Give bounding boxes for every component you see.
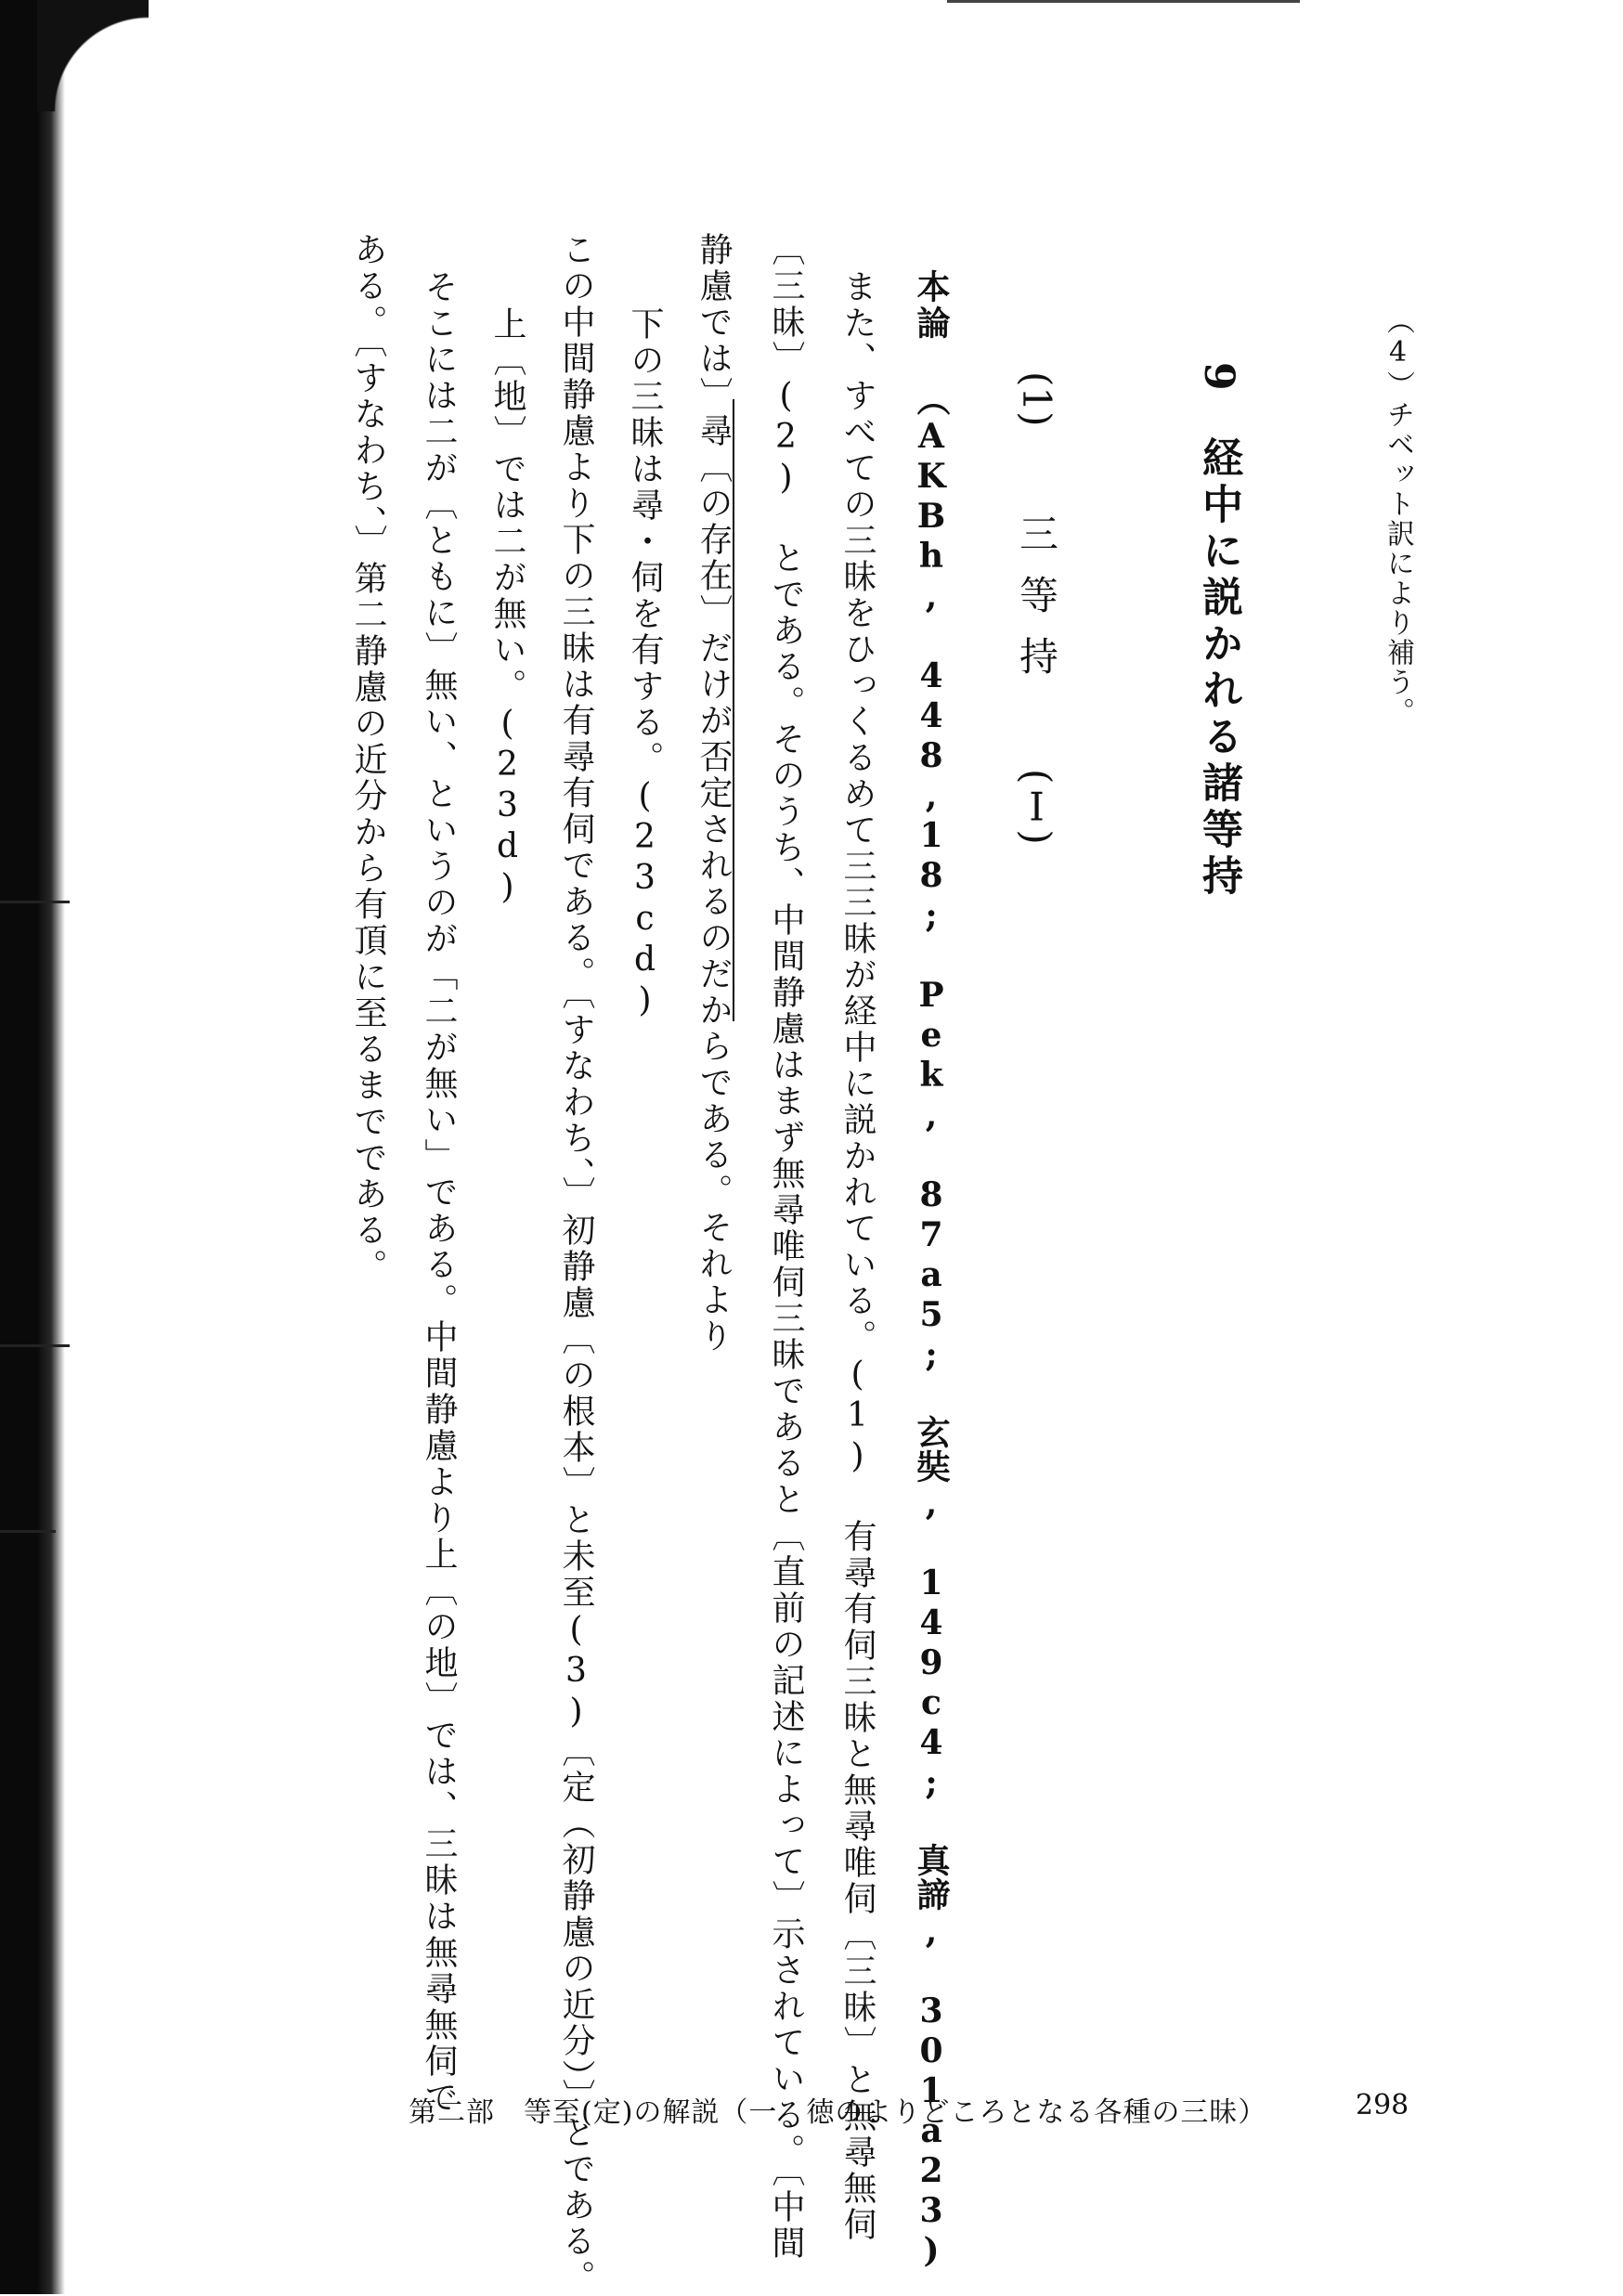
reference-label: 本論 (912, 269, 951, 342)
running-footer: 第二部 等至(定)の解説（一 徳のよりどころとなる各種の三昧） (409, 2096, 1267, 2129)
reference-citation: （AKBh, 448,18; Pek, 87a5; 玄奘, 149c4; 真諦, 301a23) (912, 383, 951, 2271)
edge-mark (0, 1344, 70, 1347)
paragraph-line: また、すべての三昧をひっくるめて三三昧が経中に説かれている。(1) 有尋有伺三昧と無尋唯伺〔三昧〕と無尋無伺 (838, 269, 876, 2243)
edge-mark (0, 901, 70, 903)
section-number: 9 (1195, 362, 1242, 396)
emphasis-underline (733, 399, 734, 1021)
page-corner-shadow (37, 0, 149, 111)
scanned-page-edge (0, 0, 65, 2294)
top-rule (947, 0, 1031, 3)
subsection-heading (1014, 371, 1059, 845)
paragraph-line: 下の三昧は尋・伺を有する。(23cd) (626, 306, 664, 1022)
reference-line (912, 269, 951, 2271)
paragraph-line: この中間静慮より下の三昧は有尋有伺である。〔すなわち、〕初静慮〔の根本〕と未至(3)〔定（初静慮の近分）〕とである。 (557, 232, 595, 2296)
section-title: 経中に説かれる諸等持 (1195, 435, 1242, 901)
paragraph-line: ある。〔すなわち、〕第二静慮の近分から有頂に至るまでである。 (349, 232, 387, 1285)
subsection-number: (1) (1014, 371, 1059, 427)
paragraph-line: 静慮では〕尋〔の存在〕だけが否定されるのだからである。それより (695, 232, 733, 1355)
subsection-title: 三等持 (1014, 512, 1059, 697)
paragraph-line: そこには二が〔ともに〕無い、というのが「二が無い」である。中間静慮より上〔の地〕では、三昧は無尋無伺で (420, 269, 458, 2116)
edge-mark (0, 1530, 56, 1533)
footnote-text: （4）チベット訳により補う。 (1382, 306, 1414, 727)
section-heading (1195, 362, 1242, 901)
paragraph-line: 〔三昧〕(2) とである。そのうち、中間静慮はまず無尋唯伺三昧であると〔直前の記述によって〕示されている。〔中間 (767, 232, 805, 2262)
top-rule (1021, 0, 1300, 3)
page-number: 298 (1356, 2089, 1409, 2121)
paragraph-line: 上〔地〕では二が無い。(23d) (488, 306, 526, 909)
subsection-suffix: (Ⅰ) (1014, 768, 1059, 845)
